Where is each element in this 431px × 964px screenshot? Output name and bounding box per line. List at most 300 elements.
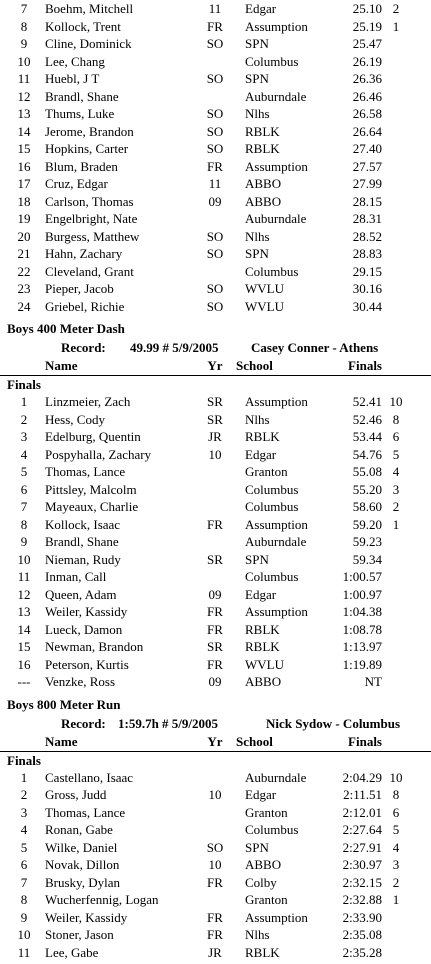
finals-mark: 53.44: [352, 429, 382, 444]
header-name: Name: [45, 733, 78, 749]
finals-mark: 28.83: [352, 246, 382, 261]
place-cell: 11: [17, 71, 31, 86]
finals-mark: 25.10: [352, 1, 382, 16]
record-line: [0, 715, 431, 732]
finals-mark: 59.20: [352, 516, 382, 532]
header-yr: Yr: [207, 733, 223, 749]
table-row: [0, 393, 431, 411]
continued-results-table: [0, 0, 431, 315]
school-name: Assumption: [245, 909, 308, 925]
athlete-name: Lueck, Damon: [45, 621, 123, 637]
athlete-name: Newman, Brandon: [45, 639, 144, 654]
place-cell: 17: [17, 176, 31, 191]
finals-mark: 1:00.97: [342, 586, 382, 602]
athlete-name: Cline, Dominick: [45, 36, 132, 51]
table-row: [0, 428, 431, 446]
finals-mark: 2:27.91: [342, 839, 382, 855]
athlete-name: Hahn, Zachary: [45, 246, 123, 261]
place-cell: 15: [17, 639, 31, 654]
record-value: 1:59.7h # 5/9/2005: [118, 715, 219, 731]
year-cell: 10: [208, 857, 222, 872]
school-name: Nlhs: [245, 228, 270, 244]
year-cell: SO: [206, 246, 224, 261]
place-cell: 2: [20, 411, 28, 427]
finals-mark: 2:27.64: [342, 822, 382, 837]
points-cell: 6: [392, 804, 400, 820]
table-row: [0, 603, 431, 621]
finals-mark: 2:04.29: [342, 769, 382, 785]
school-name: Assumption: [245, 516, 308, 532]
finals-mark: 1:08.78: [342, 621, 382, 637]
points-cell: 10: [389, 394, 403, 409]
year-cell: 09: [208, 674, 222, 689]
school-name: Edgar: [245, 586, 277, 602]
place-cell: 24: [17, 298, 31, 314]
table-row: [0, 909, 431, 927]
year-cell: FR: [207, 656, 223, 672]
place-cell: 10: [17, 53, 31, 69]
finals-mark: 25.47: [352, 36, 382, 51]
athlete-name: Ronan, Gabe: [45, 822, 113, 837]
finals-mark: 27.40: [352, 141, 382, 156]
table-row: [0, 891, 431, 909]
school-name: Auburndale: [245, 211, 307, 226]
athlete-name: Jerome, Brandon: [45, 123, 134, 139]
year-cell: FR: [207, 516, 223, 532]
school-name: WVLU: [245, 298, 284, 314]
athlete-name: Carlson, Thomas: [45, 193, 134, 209]
athlete-name: Lee, Gabe: [45, 944, 99, 960]
year-cell: SR: [207, 411, 223, 427]
results-table: [0, 769, 431, 962]
points-cell: 2: [392, 499, 400, 514]
table-row: [0, 673, 431, 691]
table-row: [0, 533, 431, 551]
place-cell: 12: [17, 586, 31, 602]
athlete-name: Gross, Judd: [45, 787, 107, 802]
points-cell: 2: [392, 1, 400, 16]
school-name: Edgar: [245, 787, 277, 802]
place-cell: 14: [17, 621, 31, 637]
year-cell: SR: [207, 551, 223, 567]
table-row: [0, 263, 431, 281]
points-cell: 6: [392, 429, 400, 444]
finals-mark: 1:19.89: [342, 656, 382, 672]
place-cell: 16: [17, 158, 31, 174]
table-row: [0, 498, 431, 516]
points-cell: 3: [392, 857, 400, 872]
year-cell: 09: [208, 586, 222, 602]
place-cell: 10: [17, 551, 31, 567]
finals-mark: NT: [364, 674, 382, 689]
table-row: [0, 804, 431, 822]
table-row: [0, 769, 431, 787]
year-cell: FR: [207, 621, 223, 637]
table-row: [0, 88, 431, 106]
finals-mark: 28.52: [352, 228, 382, 244]
place-cell: 8: [20, 516, 28, 532]
school-name: Granton: [245, 804, 288, 820]
place-cell: 16: [17, 656, 31, 672]
finals-mark: 30.16: [352, 281, 382, 296]
finals-mark: 2:11.51: [343, 787, 382, 802]
points-cell: 8: [392, 787, 400, 802]
school-name: ABBO: [245, 674, 282, 689]
athlete-name: Queen, Adam: [45, 586, 117, 602]
year-cell: FR: [207, 604, 223, 619]
table-row: [0, 228, 431, 246]
header-yr: Yr: [207, 358, 223, 373]
place-cell: ---: [17, 674, 31, 689]
year-cell: 11: [208, 176, 222, 191]
points-cell: 4: [392, 839, 400, 855]
school-name: ABBO: [245, 193, 282, 209]
table-row: [0, 53, 431, 71]
points-cell: 1: [392, 516, 400, 532]
school-name: WVLU: [245, 656, 284, 672]
year-cell: SO: [206, 141, 224, 156]
column-header-row: [0, 356, 431, 376]
place-cell: 15: [17, 141, 31, 156]
points-cell: 3: [392, 481, 400, 497]
finals-mark: 2:35.28: [342, 944, 382, 960]
place-cell: 9: [20, 909, 28, 925]
athlete-name: Griebel, Richie: [45, 298, 125, 314]
table-row: [0, 193, 431, 211]
place-cell: 7: [20, 874, 28, 890]
school-name: Columbus: [245, 569, 299, 584]
table-row: [0, 298, 431, 316]
header-name: Name: [45, 358, 78, 373]
place-cell: 9: [20, 534, 28, 549]
table-row: [0, 0, 431, 18]
school-name: Assumption: [245, 394, 308, 409]
finals-mark: 2:35.08: [342, 927, 382, 942]
table-row: [0, 638, 431, 656]
year-cell: 11: [208, 1, 222, 16]
place-cell: 19: [17, 211, 31, 226]
finals-mark: 59.34: [352, 551, 382, 567]
year-cell: SO: [206, 106, 224, 121]
table-row: [0, 874, 431, 892]
school-name: WVLU: [245, 281, 284, 296]
finals-mark: 54.76: [352, 446, 382, 462]
record-holder: Nick Sydow - Columbus: [266, 715, 401, 731]
finals-mark: 25.19: [352, 18, 382, 34]
year-cell: SO: [206, 36, 224, 51]
header-school: School: [236, 733, 273, 749]
finals-mark: 26.19: [352, 53, 382, 69]
place-cell: 22: [17, 263, 31, 279]
section-label: Finals: [7, 377, 41, 392]
finals-mark: 2:12.01: [342, 804, 382, 820]
school-name: Columbus: [245, 499, 299, 514]
athlete-name: Cruz, Edgar: [45, 176, 108, 191]
place-cell: 10: [17, 927, 31, 942]
finals-mark: 28.15: [352, 193, 382, 209]
place-cell: 23: [17, 281, 31, 296]
year-cell: JR: [208, 429, 222, 444]
school-name: RBLK: [245, 944, 280, 960]
athlete-name: Hopkins, Carter: [45, 141, 129, 156]
record-holder: Casey Conner - Athens: [251, 340, 379, 355]
points-cell: 4: [392, 464, 400, 479]
school-name: Columbus: [245, 822, 299, 837]
athlete-name: Weiler, Kassidy: [45, 604, 128, 619]
finals-mark: 26.58: [352, 106, 382, 121]
finals-mark: 55.08: [352, 464, 382, 479]
place-cell: 13: [17, 604, 31, 619]
place-cell: 14: [17, 123, 31, 139]
table-row: [0, 839, 431, 857]
table-row: [0, 123, 431, 141]
place-cell: 11: [17, 569, 31, 584]
finals-mark: 2:30.97: [342, 857, 382, 872]
points-cell: 5: [392, 446, 400, 462]
athlete-name: Burgess, Matthew: [45, 228, 140, 244]
record-label: Record:: [61, 715, 106, 731]
school-name: Assumption: [245, 158, 308, 174]
school-name: Auburndale: [245, 88, 307, 104]
place-cell: 2: [20, 787, 28, 802]
table-row: [0, 175, 431, 193]
finals-mark: 27.99: [352, 176, 382, 191]
points-cell: 5: [392, 822, 400, 837]
athlete-name: Peterson, Kurtis: [45, 656, 129, 672]
place-cell: 4: [20, 446, 28, 462]
table-row: [0, 70, 431, 88]
school-name: Columbus: [245, 481, 299, 497]
finals-mark: 2:32.88: [342, 892, 382, 907]
athlete-name: Blum, Braden: [45, 158, 118, 174]
event-title: Boys 400 Meter Dash: [7, 321, 125, 336]
table-row: [0, 18, 431, 36]
athlete-name: Brandl, Shane: [45, 88, 119, 104]
finals-mark: 26.36: [352, 71, 382, 86]
school-name: Auburndale: [245, 769, 307, 785]
table-row: [0, 210, 431, 228]
athlete-name: Mayeaux, Charlie: [45, 499, 139, 514]
place-cell: 18: [17, 193, 31, 209]
school-name: ABBO: [245, 857, 282, 872]
athlete-name: Pieper, Jacob: [45, 281, 114, 296]
year-cell: SO: [206, 281, 224, 296]
points-cell: 10: [389, 769, 403, 785]
school-name: Nlhs: [245, 106, 270, 121]
athlete-name: Wilke, Daniel: [45, 839, 118, 855]
athlete-name: Pittsley, Malcolm: [45, 481, 137, 497]
finals-mark: 58.60: [352, 499, 382, 514]
year-cell: 09: [208, 193, 222, 209]
table-row: [0, 280, 431, 298]
table-row: [0, 786, 431, 804]
year-cell: FR: [207, 874, 223, 890]
school-name: RBLK: [245, 429, 280, 444]
finals-mark: 1:04.38: [342, 604, 382, 619]
athlete-name: Cleveland, Grant: [45, 263, 134, 279]
finals-mark: 2:32.15: [342, 874, 382, 890]
year-cell: 10: [208, 446, 222, 462]
athlete-name: Huebl, J T: [45, 71, 100, 86]
athlete-name: Nieman, Rudy: [45, 551, 121, 567]
column-header-row: [0, 732, 431, 752]
finals-mark: 1:00.57: [342, 569, 382, 584]
athlete-name: Inman, Call: [45, 569, 107, 584]
school-name: SPN: [245, 71, 269, 86]
finals-mark: 55.20: [352, 481, 382, 497]
school-name: Edgar: [245, 446, 277, 462]
year-cell: FR: [207, 158, 223, 174]
table-row: [0, 621, 431, 639]
school-name: Assumption: [245, 604, 308, 619]
athlete-name: Kollock, Trent: [45, 18, 121, 34]
finals-mark: 28.31: [352, 211, 382, 226]
table-row: [0, 140, 431, 158]
place-cell: 8: [20, 892, 28, 907]
athlete-name: Engelbright, Nate: [45, 211, 138, 226]
athlete-name: Brusky, Dylan: [45, 874, 120, 890]
place-cell: 1: [20, 394, 28, 409]
school-name: Columbus: [245, 53, 299, 69]
points-cell: 8: [392, 411, 400, 427]
table-row: [0, 35, 431, 53]
year-cell: SO: [206, 839, 224, 855]
finals-mark: 2:33.90: [342, 909, 382, 925]
year-cell: 10: [208, 787, 222, 802]
athlete-name: Lee, Chang: [45, 53, 105, 69]
header-finals: Finals: [348, 358, 382, 373]
place-cell: 3: [20, 429, 28, 444]
points-cell: 1: [392, 892, 400, 907]
year-cell: SO: [206, 71, 224, 86]
table-row: [0, 586, 431, 604]
school-name: Assumption: [245, 18, 308, 34]
place-cell: 3: [20, 804, 28, 820]
points-cell: 1: [392, 18, 400, 34]
athlete-name: Stoner, Jason: [45, 927, 114, 942]
place-cell: 4: [20, 822, 28, 837]
table-row: [0, 481, 431, 499]
place-cell: 8: [20, 18, 28, 34]
place-cell: 21: [17, 246, 31, 261]
school-name: RBLK: [245, 621, 280, 637]
finals-mark: 52.46: [352, 411, 382, 427]
school-name: Auburndale: [245, 534, 307, 549]
athlete-name: Edelburg, Quentin: [45, 429, 141, 444]
table-row: [0, 551, 431, 569]
year-cell: JR: [208, 944, 222, 960]
school-name: Granton: [245, 892, 288, 907]
athlete-name: Hess, Cody: [45, 411, 105, 427]
school-name: SPN: [245, 36, 269, 51]
record-value: 49.99 # 5/9/2005: [130, 340, 219, 355]
athlete-name: Wucherfennig, Logan: [45, 892, 159, 907]
year-cell: SR: [207, 394, 223, 409]
place-cell: 5: [20, 839, 28, 855]
table-row: [0, 516, 431, 534]
header-finals: Finals: [348, 733, 382, 749]
school-name: Colby: [245, 874, 277, 890]
table-row: [0, 856, 431, 874]
school-name: Nlhs: [245, 927, 270, 942]
athlete-name: Brandl, Shane: [45, 534, 119, 549]
finals-mark: 52.41: [352, 394, 382, 409]
table-row: [0, 446, 431, 464]
athlete-name: Pospyhalla, Zachary: [45, 446, 152, 462]
year-cell: FR: [207, 927, 223, 942]
year-cell: SO: [206, 123, 224, 139]
table-row: [0, 245, 431, 263]
year-cell: SO: [206, 228, 224, 244]
event-title: Boys 800 Meter Run: [7, 696, 121, 712]
school-name: ABBO: [245, 176, 282, 191]
athlete-name: Novak, Dillon: [45, 857, 120, 872]
year-cell: FR: [207, 18, 223, 34]
school-name: SPN: [245, 551, 269, 567]
record-line: [0, 339, 431, 356]
finals-mark: 29.15: [352, 263, 382, 279]
athlete-name: Linzmeier, Zach: [45, 394, 131, 409]
place-cell: 7: [20, 1, 28, 16]
table-row: [0, 656, 431, 674]
event-boys-400-meter-dash: [0, 319, 431, 691]
place-cell: 5: [20, 464, 28, 479]
school-name: Granton: [245, 464, 288, 479]
table-row: [0, 411, 431, 429]
school-name: Columbus: [245, 263, 299, 279]
place-cell: 1: [20, 769, 28, 785]
section-label: Finals: [7, 752, 41, 768]
table-row: [0, 463, 431, 481]
year-cell: SR: [207, 639, 223, 654]
points-cell: 2: [392, 874, 400, 890]
school-name: Nlhs: [245, 411, 270, 427]
school-name: Edgar: [245, 1, 277, 16]
athlete-name: Thomas, Lance: [45, 804, 126, 820]
athlete-name: Thums, Luke: [45, 106, 115, 121]
finals-mark: 26.64: [352, 123, 382, 139]
place-cell: 7: [20, 499, 28, 514]
place-cell: 6: [20, 857, 28, 872]
athlete-name: Thomas, Lance: [45, 464, 126, 479]
school-name: RBLK: [245, 123, 280, 139]
place-cell: 13: [17, 106, 31, 121]
athlete-name: Kollock, Isaac: [45, 516, 121, 532]
school-name: RBLK: [245, 639, 280, 654]
event-boys-800-meter-run: [0, 695, 431, 962]
finals-mark: 59.23: [352, 534, 382, 549]
finals-mark: 26.46: [352, 88, 382, 104]
school-name: SPN: [245, 839, 269, 855]
place-cell: 11: [17, 944, 31, 960]
athlete-name: Castellano, Isaac: [45, 769, 134, 785]
record-label: Record:: [61, 340, 106, 355]
table-row: [0, 568, 431, 586]
table-row: [0, 944, 431, 962]
place-cell: 6: [20, 481, 28, 497]
school-name: RBLK: [245, 141, 280, 156]
finals-mark: 1:13.97: [342, 639, 382, 654]
header-school: School: [236, 358, 273, 373]
table-row: [0, 158, 431, 176]
table-row: [0, 926, 431, 944]
results-table: [0, 393, 431, 691]
place-cell: 20: [17, 228, 31, 244]
year-cell: FR: [207, 909, 223, 925]
athlete-name: Boehm, Mitchell: [45, 1, 134, 16]
school-name: SPN: [245, 246, 269, 261]
athlete-name: Weiler, Kassidy: [45, 909, 128, 925]
